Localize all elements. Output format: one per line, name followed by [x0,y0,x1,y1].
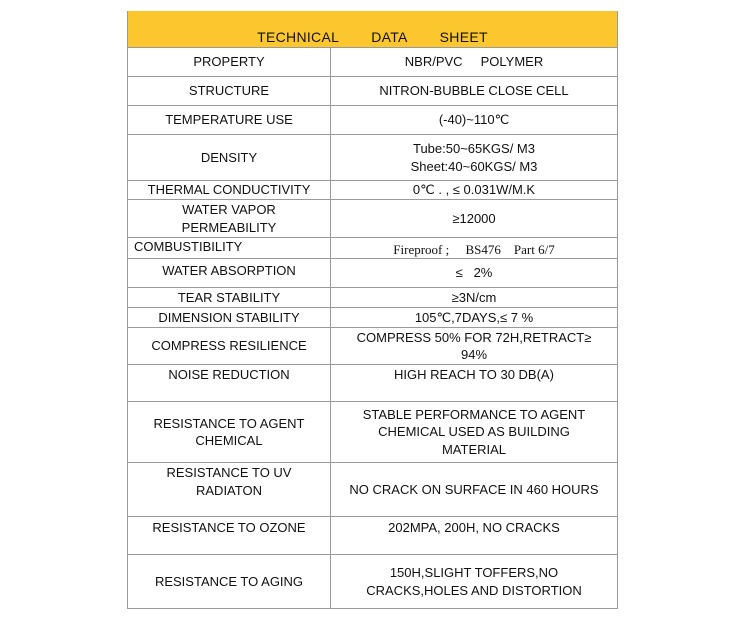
table-row [128,105,617,134]
property-cell: RESISTANCE TO OZONE [128,517,331,554]
title-word-sheet: SHEET [439,29,488,45]
table-row [128,180,617,199]
property-cell: DENSITY [128,135,331,180]
value-line: CHEMICAL USED AS BUILDING [378,424,570,440]
property-line: CHEMICAL [195,433,263,448]
value-cell [331,402,617,462]
value-line: 150H,SLIGHT TOFFERS,NO [389,565,559,580]
value-line: Tube:50~65KGS/ M3 [412,141,535,156]
property-cell: THERMAL CONDUCTIVITY [128,181,331,199]
property-cell [128,463,331,516]
value-line: MATERIAL [441,441,507,457]
value-cell: ≥3N/cm [451,289,497,305]
property-line: WATER VAPOR [182,202,276,217]
table-row [128,134,617,180]
table-row [128,364,617,401]
value-cell: NO CRACK ON SURFACE IN 460 HOURS [349,481,599,497]
value-cell: Fireproof ; BS476 Part 6/7 [393,241,555,257]
value-line: STABLE PERFORMANCE TO AGENT [362,406,586,422]
property-line: RESISTANCE TO AGENT [153,415,305,431]
property-cell: NOISE REDUCTION [128,365,331,401]
table-row [128,516,617,554]
title-word-data: DATA [371,29,408,45]
value-cell [331,328,617,364]
table-row [128,287,617,307]
value-line: CRACKS,HOLES AND DISTORTION [366,582,582,598]
property-cell [128,402,331,462]
value-line: 94% [460,347,488,362]
table-row [128,307,617,327]
property-line: RESISTANCE TO UV [166,465,292,480]
value-cell: ≥12000 [452,210,496,226]
property-line: RADIATON [196,482,262,498]
table-row [128,327,617,364]
table-row [128,199,617,237]
value-line: Sheet:40~60KGS/ M3 [410,158,538,174]
value-cell: (-40)~110℃ [438,112,510,128]
property-cell: WATER ABSORPTION [128,259,331,287]
title-word-technical: TECHNICAL [257,29,340,45]
property-cell: TEAR STABILITY [128,288,331,307]
value-cell: ≤ 2% [455,265,493,281]
value-line: COMPRESS 50% FOR 72H,RETRACT≥ [356,329,592,345]
value-cell: NITRON-BUBBLE CLOSE CELL [379,83,569,99]
table-row [128,76,617,105]
property-cell: STRUCTURE [128,77,331,105]
property-cell [128,200,331,237]
property-cell: RESISTANCE TO AGING [128,555,331,608]
property-cell: COMBUSTIBILITY [128,238,331,258]
property-cell: TEMPERATURE USE [128,106,331,134]
sheet-title [128,11,617,47]
value-cell: 105℃,7DAYS,≤ 7 % [414,309,534,325]
table-row [128,258,617,287]
property-cell: DIMENSION STABILITY [128,308,331,327]
value-cell: NBR/PVC POLYMER [404,54,544,70]
value-cell [331,135,617,180]
property-cell: PROPERTY [128,48,331,76]
table-row [128,462,617,516]
value-cell: 0℃ . , ≤ 0.031W/M.K [412,182,536,198]
technical-data-sheet [127,11,618,609]
value-cell: HIGH REACH TO 30 DB(A) [394,367,554,382]
property-cell: COMPRESS RESILIENCE [128,328,331,364]
table-row [128,401,617,462]
table-row [128,237,617,258]
property-line: PERMEABILITY [181,219,277,235]
table-row [128,47,617,76]
value-cell [331,555,617,608]
table-row [128,554,617,608]
value-cell: 202MPA, 200H, NO CRACKS [388,520,560,535]
